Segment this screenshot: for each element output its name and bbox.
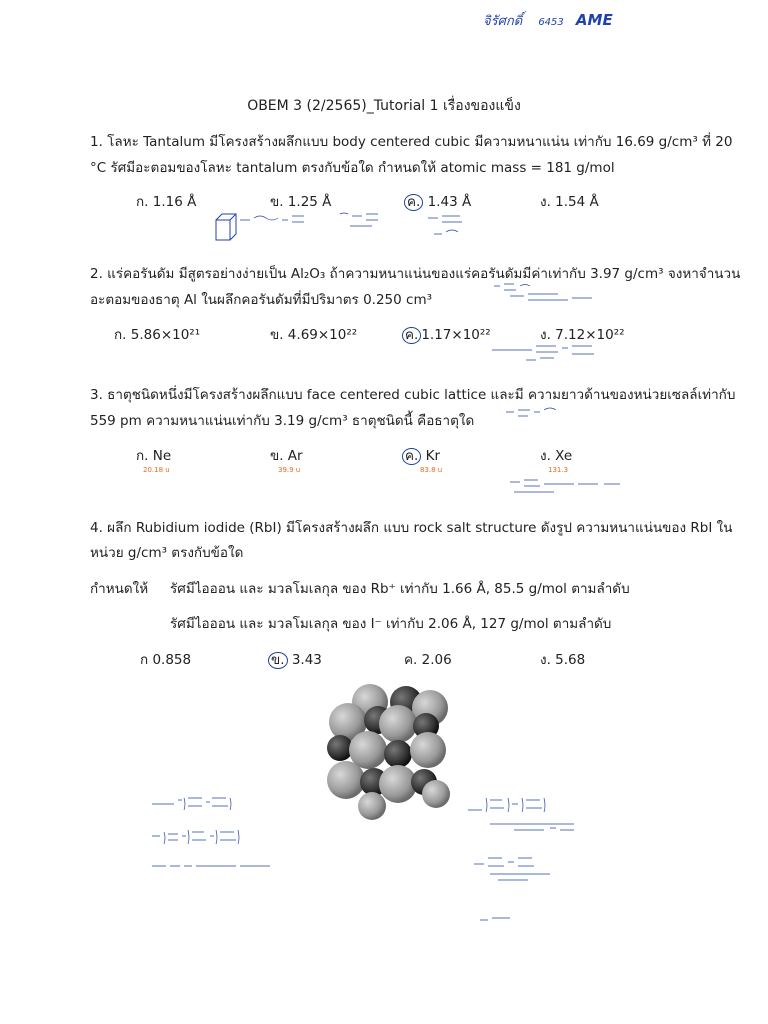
q3-note-ar: 39.9 u (278, 466, 301, 474)
q2-answer-value: 1.17×10²² (421, 327, 491, 343)
q4-option-b (268, 648, 322, 672)
q3-note-kr: 83.8 u (420, 466, 443, 474)
q1-work-scribbles (238, 210, 488, 250)
q3-option-c (402, 444, 440, 468)
q2-option-b: ข. 4.69×10²² (270, 327, 358, 343)
q1-option-d: ง. 1.54 Å (540, 194, 599, 210)
q3-line2: 559 pm ความหนาแน่นเท่ากับ 3.19 g/cm³ ธาตุชนิดนี้ คือธาตุใด (90, 413, 475, 429)
q1-answer-value: 1.43 Å (427, 194, 472, 210)
q2-line2: อะตอมของธาตุ Al ในผลึกคอรันดัมที่มีปริมาตร 0.250 cm³ (90, 292, 433, 308)
q1-answer-circle: ค. (404, 194, 423, 211)
q2-option-d: ง. 7.12×10²² (540, 327, 625, 343)
q2-option-a: ก. 5.86×10²¹ (114, 327, 201, 343)
q2-work-scribbles (490, 280, 620, 370)
q3-option-d: ง. Xe (540, 448, 573, 464)
q2-line1: 2. แร่คอรันดัม มีสูตรอย่างง่ายเป็น Al₂O₃ ถ้าความหนาแน่นของแร่คอรันดัมมีค่าเท่ากับ 3.97 g/cm³ จงหาจำนวน (90, 266, 741, 282)
q4-given-i: รัศมีไอออน และ มวลโมเลกุล ของ I⁻ เท่ากับ 2.06 Å, 127 g/mol ตามลำดับ (170, 616, 612, 632)
q1-cube-sketch (214, 212, 238, 242)
q4-line1: 4. ผลึก Rubidium iodide (RbI) มีโครงสร้างผลึก แบบ rock salt structure ดังรูป ความหนาแน่นของ RbI ใน (90, 520, 733, 536)
q4-line2: หน่วย g/cm³ ตรงกับข้อใด (90, 545, 244, 561)
q3-work-scribbles (504, 402, 634, 498)
q3-answer-value: Kr (425, 448, 441, 464)
q3-note-xe: 131.3 (548, 466, 569, 474)
student-id: 6453 (538, 17, 564, 28)
q4-answer-value: 3.43 (291, 652, 322, 668)
q4-work-left (148, 790, 288, 880)
q3-option-a: ก. Ne (136, 448, 172, 464)
q3-answer-circle: ค. (402, 448, 421, 465)
q2-option-c (402, 323, 491, 347)
q4-work-right (464, 792, 594, 932)
q3-note-ne: 20.18 u (143, 466, 170, 474)
q1-line2: °C รัศมีอะตอมของโลหะ tantalum ตรงกับข้อใด กำหนดให้ atomic mass = 181 g/mol (90, 160, 615, 176)
q3-line1: 3. ธาตุชนิดหนึ่งมีโครงสร้างผลึกแบบ face centered cubic lattice และมี ความยาวด้านของหน่วยเซลล์เท่ากับ (90, 387, 736, 403)
rock-salt-crystal-image (318, 682, 458, 822)
q1-line1: 1. โลหะ Tantalum มีโครงสร้างผลึกแบบ body centered cubic มีความหนาแน่น เท่ากับ 16.69 g/cm³ ที่ 20 (90, 134, 733, 150)
q1-option-a: ก. 1.16 Å (136, 194, 197, 210)
q4-option-a: ก 0.858 (140, 652, 192, 668)
page-title: OBEM 3 (2/2565)_Tutorial 1 เรื่องของแข็ง (247, 98, 521, 114)
student-tag: AME (575, 11, 613, 29)
header-handwriting (483, 10, 613, 31)
student-name: จิรัศกดิ์ (483, 14, 523, 29)
q4-option-d: ง. 5.68 (540, 652, 586, 668)
q3-option-b: ข. Ar (270, 448, 303, 464)
q4-answer-circle: ข. (268, 652, 288, 669)
q2-answer-circle: ค. (402, 327, 421, 344)
q4-option-c: ค. 2.06 (404, 652, 452, 668)
q4-given-label: กำหนดให้ (90, 581, 149, 597)
q1-option-b: ข. 1.25 Å (270, 194, 332, 210)
q4-given-rb: รัศมีไอออน และ มวลโมเลกุล ของ Rb⁺ เท่ากับ 1.66 Å, 85.5 g/mol ตามลำดับ (170, 581, 630, 597)
